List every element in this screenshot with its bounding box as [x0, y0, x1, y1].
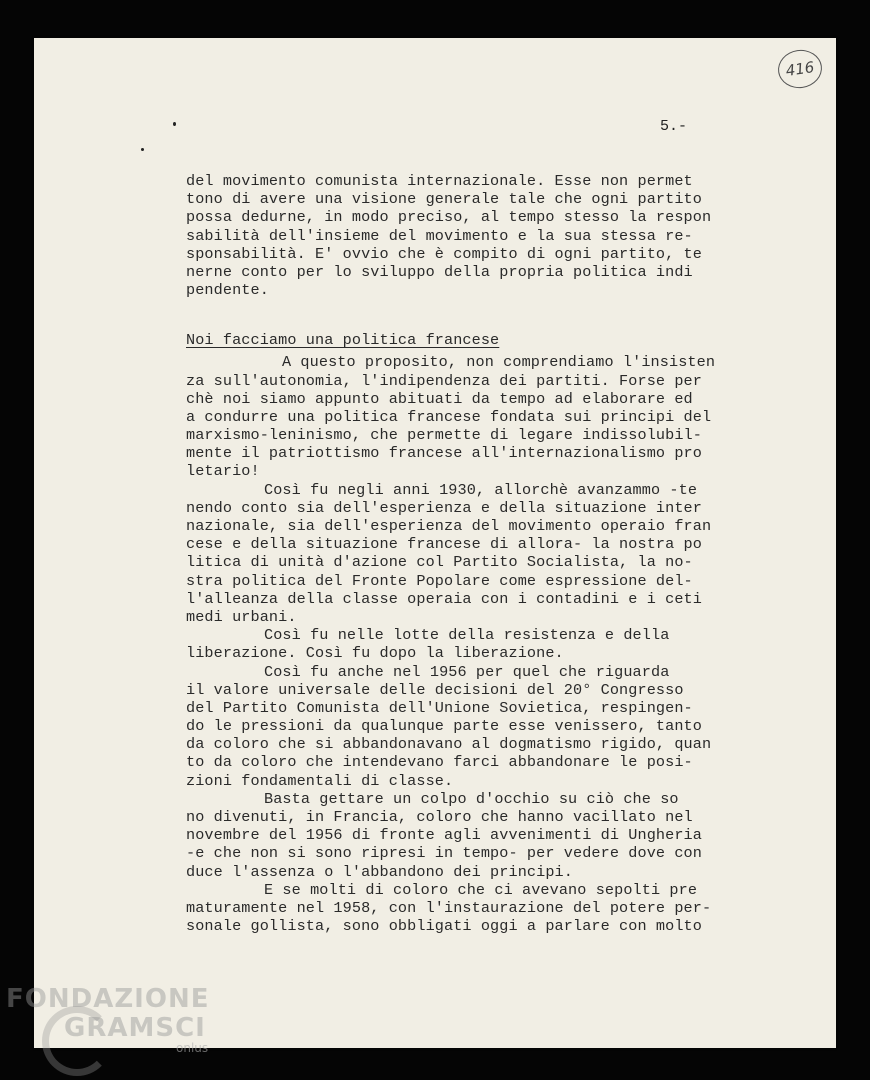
- watermark-line-3: onlus: [176, 1041, 209, 1055]
- text-line: da coloro che si abbandonavano al dogmatismo rigido, quan: [186, 735, 712, 754]
- text-line: Così fu anche nel 1956 per quel che riguarda: [264, 662, 670, 681]
- text-line: do le pressioni da qualunque parte esse venissero, tanto: [186, 717, 702, 736]
- ink-mark: [173, 122, 176, 126]
- text-line: liberazione. Così fu dopo la liberazione.: [186, 644, 564, 663]
- watermark-line-2: GRAMSCI: [64, 1013, 206, 1043]
- text-line: chè noi siamo appunto abituati da tempo ad elaborare ed: [186, 389, 693, 408]
- text-line: sonale gollista, sono obbligati oggi a parlare con molto: [186, 917, 702, 936]
- paragraph: [186, 626, 746, 662]
- paragraph: [186, 663, 746, 790]
- text-line: possa dedurne, in modo preciso, al tempo stesso la respon: [186, 208, 712, 227]
- logo-g-icon: [42, 1006, 112, 1076]
- paragraph: [186, 881, 746, 936]
- text-line: a condurre una politica francese fondata sui principi del: [186, 407, 712, 426]
- page-number: 5.-: [660, 118, 688, 135]
- text-line: cese e della situazione francese di allora- la nostra po: [186, 535, 702, 554]
- text-line: nazionale, sia dell'esperienza del movimento operaio fran: [186, 517, 712, 535]
- text-line: nendo conto sia dell'esperienza e della situazione inter: [186, 498, 702, 517]
- paragraph: [186, 481, 746, 627]
- text-line: -e che non si sono ripresi in tempo- per vedere dove con: [186, 844, 702, 863]
- foundation-watermark: [6, 984, 209, 1054]
- text-line: sabilità dell'insieme del movimento e la sua stessa re-: [186, 226, 693, 245]
- text-line: za sull'autonomia, l'indipendenza dei partiti. Forse per: [186, 371, 702, 390]
- document-page: [34, 38, 836, 1048]
- text-line: to da coloro che intendevano farci abbandonare le posi-: [186, 753, 693, 772]
- text-line: novembre del 1956 di fronte agli avvenimenti di Ungheria: [186, 826, 702, 845]
- section-heading: Noi facciamo una politica francese: [186, 331, 500, 350]
- text-line: no divenuti, in Francia, coloro che hanno vacillato nel: [186, 808, 693, 826]
- paragraph: [186, 790, 746, 881]
- text-line: tono di avere una visione generale tale che ogni partito: [186, 190, 702, 209]
- typed-text: [186, 172, 746, 935]
- text-line: del movimento comunista internazionale. Esse non permet: [186, 172, 693, 190]
- text-line: Così fu negli anni 1930, allorchè avanzammo -te: [264, 480, 698, 499]
- text-line: litica di unità d'azione col Partito Socialista, la no-: [186, 553, 693, 572]
- archive-number-stamp: 416: [776, 47, 825, 91]
- text-line: zioni fondamentali di classe.: [186, 771, 454, 790]
- text-line: il valore universale delle decisioni del 20° Congresso: [186, 680, 684, 699]
- text-line: marxismo-leninismo, che permette di legare indissolubil-: [186, 426, 702, 445]
- text-line: medi urbani.: [186, 607, 297, 626]
- text-line: duce l'assenza o l'abbandono dei principi.: [186, 862, 573, 881]
- text-line: E se molti di coloro che ci avevano sepolti pre: [264, 880, 698, 899]
- watermark-line-1: FONDAZIONE: [6, 984, 210, 1014]
- text-line: mente il patriottismo francese all'internazionalismo pro: [186, 444, 702, 463]
- ink-mark: [141, 148, 144, 151]
- text-line: nerne conto per lo sviluppo della propria politica indi: [186, 262, 693, 281]
- paragraph-intro: [186, 172, 746, 299]
- text-line: Così fu nelle lotte della resistenza e della: [264, 626, 670, 645]
- text-line: letario!: [186, 462, 260, 481]
- paragraph: [186, 353, 746, 480]
- text-line: pendente.: [186, 281, 269, 300]
- text-line: del Partito Comunista dell'Unione Sovietica, respingen-: [186, 698, 693, 717]
- text-line: A questo proposito, non comprendiamo l'insisten: [282, 353, 716, 372]
- text-line: Basta gettare un colpo d'occhio su ciò che so: [264, 789, 679, 808]
- text-line: stra politica del Fronte Popolare come espressione del-: [186, 571, 693, 590]
- text-line: maturamente nel 1958, con l'instaurazione del potere per-: [186, 898, 712, 917]
- text-line: sponsabilità. E' ovvio che è compito di ogni partito, te: [186, 244, 702, 263]
- text-line: l'alleanza della classe operaia con i contadini e i ceti: [186, 589, 702, 608]
